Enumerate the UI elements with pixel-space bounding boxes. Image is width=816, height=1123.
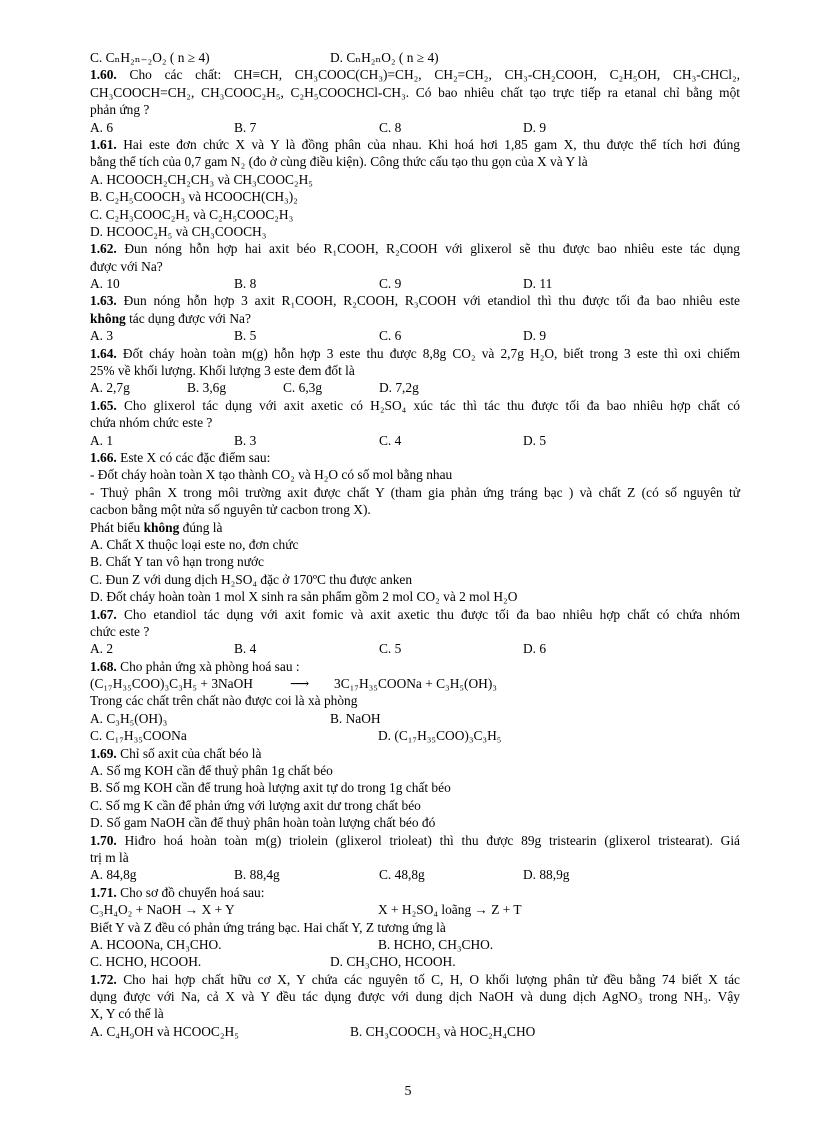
option-d: D. 88,9g xyxy=(523,867,570,883)
option-c: C. Số mg K cần để phản ứng với lượng axit dư trong chất béo xyxy=(90,797,421,813)
option-b: B. 5 xyxy=(234,328,257,344)
question-text xyxy=(90,136,740,153)
option-b: B. 88,4g xyxy=(234,867,280,883)
question-line: Hiđro hoá hoàn toàn m(g) triolein (glixerol trioleat) thì thu được 89g tristearin (glixerol tristearat). Giá xyxy=(124,832,740,848)
option-c: C. 48,8g xyxy=(379,867,425,883)
question-text xyxy=(90,884,740,901)
option-d: D. (C₁₇H₃₅COO)₃C₃H₅ xyxy=(378,728,502,744)
option-a: A. HCOONa, CH₃CHO. xyxy=(90,936,222,952)
option-d: D. 7,2g xyxy=(379,380,419,396)
question-number: 1.63. xyxy=(90,293,117,309)
option-b: B. 4 xyxy=(234,641,257,657)
question-number: 1.66. xyxy=(90,449,117,465)
option-b: B. C₂H₅COOCH₃ và HCOOCH(CH₃)₂ xyxy=(90,189,298,205)
question-line: Chỉ số axit của chất béo là xyxy=(120,745,262,761)
option-c: C. CₙH₂ₙ₋₂O₂ ( n ≥ 4) xyxy=(90,50,210,65)
options-row xyxy=(90,275,740,292)
option-c: C. 5 xyxy=(379,641,402,657)
option-b: B. 3 xyxy=(234,432,257,448)
question-line-rest: đúng là xyxy=(179,519,223,535)
question-number: 1.68. xyxy=(90,658,117,674)
option-c: C. Đun Z với dung dịch H₂SO₄ đặc ở 170ºC thu được anken xyxy=(90,571,413,587)
option-d: D. 9 xyxy=(523,119,547,135)
question-line-rest: tác dụng được với Na? xyxy=(125,310,251,326)
option-b: B. Chất Y tan vô hạn trong nước xyxy=(90,554,265,570)
question-line: dụng được với Na, cả X và Y đều tác dụng được với dung dịch NaOH và dung dịch AgNO₃ trong NH₃. Vậy xyxy=(90,989,740,1005)
reaction-arrow: ⟶ xyxy=(290,676,310,692)
question-number: 1.62. xyxy=(90,241,117,257)
question-text xyxy=(90,345,740,362)
question-line: Đun nóng hỗn hợp 3 axit R₁COOH, R₂COOH, R₃COOH với etandiol thì thu được tối đa bao nhiêu este xyxy=(123,293,740,309)
question-line: chức este ? xyxy=(90,623,150,639)
question-line: cacbon bằng một nửa số nguyên tử cacbon trong X). xyxy=(90,502,371,518)
question-number: 1.70. xyxy=(90,832,117,848)
question-line: Biết Y và Z đều có phản ứng tráng bạc. Hai chất Y, Z tương ứng là xyxy=(90,919,446,935)
question-line: Cho etandiol tác dụng với axit fomic và axit axetic thu được tối đa bao nhiêu hợp chất có chứa nhóm xyxy=(123,606,740,622)
option-a: A. 84,8g xyxy=(90,867,137,883)
option-c: C. C₁₇H₃₅COONa xyxy=(90,728,187,744)
option-a: A. 3 xyxy=(90,328,114,344)
option-b: B. HCHO, CH₃CHO. xyxy=(378,936,494,952)
question-line: Cho glixerol tác dụng với axit axetic có H₂SO₄ xúc tác thì tác thu được tối đa bao nhiêu hợp chất có xyxy=(124,397,740,413)
option-b: B. 3,6g xyxy=(187,380,227,396)
option-c: C. HCHO, HCOOH. xyxy=(90,954,202,970)
question-line xyxy=(90,519,740,536)
question-text xyxy=(90,397,740,414)
option-c: C. 4 xyxy=(379,432,402,448)
options-row xyxy=(90,432,740,449)
options-row xyxy=(90,727,740,744)
options-row xyxy=(90,866,740,883)
emphasis-text: không xyxy=(90,310,126,326)
option-b: B. 8 xyxy=(234,276,257,292)
question-line: trị m là xyxy=(90,849,129,865)
question-number: 1.67. xyxy=(90,606,117,622)
question-number: 1.64. xyxy=(90,345,117,361)
question-line: Đun nóng hỗn hợp hai axit béo R₁COOH, R₂COOH với glixerol sẽ thu được bao nhiêu este tác dụng xyxy=(124,241,740,257)
question-line: CH₃COOCH=CH₂, CH₃COOC₂H₅, C₂H₅COOCHCl-CH₃. Có bao nhiêu chất tạo trực tiếp ra etanal chỉ bằng một xyxy=(90,84,740,100)
question-text xyxy=(90,971,740,988)
question-line: Đốt cháy hoàn toàn m(g) hỗn hợp 3 este thu được 8,8g CO₂ và 2,7g H₂O, biết trong 3 este thì oxi chiếm xyxy=(122,345,740,361)
options-row xyxy=(90,710,740,727)
question-line: 25% về khối lượng. Khối lượng 3 este đem đốt là xyxy=(90,363,355,379)
document-page xyxy=(90,49,740,1040)
question-line: Cho sơ đồ chuyển hoá sau: xyxy=(120,884,265,900)
option-b: B. Số mg KOH cần để trung hoà lượng axit tự do trong 1g chất béo xyxy=(90,780,451,796)
question-text xyxy=(90,240,740,257)
option-d: D. Đốt cháy hoàn toàn 1 mol X sinh ra sản phẩm gồm 2 mol CO₂ và 2 mol H₂O xyxy=(90,589,518,605)
emphasis-text: không xyxy=(143,519,180,535)
equation-1: C₃H₄O₂ + NaOH → X + Y xyxy=(90,902,235,918)
question-line: Cho hai hợp chất hữu cơ X, Y chứa các nguyên tố C, H, O khối lượng phân tử đều bằng 74 biết X tác xyxy=(123,971,740,987)
reaction-equation xyxy=(90,675,740,692)
option-a: A. 2 xyxy=(90,641,114,657)
options-row xyxy=(90,936,740,953)
options-row xyxy=(90,379,740,396)
question-line xyxy=(90,310,740,327)
option-d: D. 5 xyxy=(523,432,547,448)
option-a: A. C₃H₅(OH)₃ xyxy=(90,710,168,726)
question-line: phản ứng ? xyxy=(90,102,150,118)
question-line: chứa nhóm chức este ? xyxy=(90,415,213,431)
question-number: 1.60. xyxy=(90,67,117,83)
option-a: A. HCOOCH₂CH₂CH₃ và CH₃COOC₂H₅ xyxy=(90,171,313,187)
option-a: A. 1 xyxy=(90,432,114,448)
option-b: B. NaOH xyxy=(330,710,381,726)
option-a: A. Số mg KOH cần để thuỷ phân 1g chất béo xyxy=(90,763,333,779)
option-a: A. C₄H₉OH và HCOOC₂H₅ xyxy=(90,1023,239,1039)
question-text xyxy=(90,832,740,849)
equation-2: X + H₂SO₄ loãng → Z + T xyxy=(378,902,522,918)
option-d: D. 6 xyxy=(523,641,547,657)
option-c: C. 8 xyxy=(379,119,402,135)
equation-left: (C₁₇H₃₅COO)₃C₃H₅ + 3NaOH xyxy=(90,676,253,692)
option-d: D. 11 xyxy=(523,276,553,292)
question-text xyxy=(90,658,740,675)
option-c: C. 9 xyxy=(379,276,402,292)
option-d: D. Số gam NaOH cần để thuỷ phân hoàn toàn lượng chất béo đó xyxy=(90,815,436,831)
option-b: B. 7 xyxy=(234,119,257,135)
options-row xyxy=(90,49,740,66)
option-c: C. 6 xyxy=(379,328,402,344)
option-c: C. 6,3g xyxy=(283,380,323,396)
option-d: D. 9 xyxy=(523,328,547,344)
question-text xyxy=(90,292,740,309)
option-a: A. Chất X thuộc loại este no, đơn chức xyxy=(90,536,299,552)
question-text xyxy=(90,745,740,762)
question-line: Trong các chất trên chất nào được coi là xà phòng xyxy=(90,693,358,709)
options-row xyxy=(90,1023,740,1040)
question-line: Cho phản ứng xà phòng hoá sau : xyxy=(120,658,300,674)
question-line: bằng thể tích của 0,7 gam N₂ (đo ở cùng điều kiện). Công thức cấu tạo thu gọn của X và Y là xyxy=(90,154,588,170)
question-text xyxy=(90,606,740,623)
question-number: 1.71. xyxy=(90,884,117,900)
options-row xyxy=(90,640,740,657)
option-c: C. C₂H₃COOC₂H₅ và C₂H₅COOC₂H₃ xyxy=(90,206,294,222)
option-a: A. 2,7g xyxy=(90,380,130,396)
options-row xyxy=(90,327,740,344)
question-text xyxy=(90,449,740,466)
page-number: 5 xyxy=(404,1084,412,1099)
option-d: D. CₙH₂ₙO₂ ( n ≥ 4) xyxy=(330,50,439,65)
question-line-start: Phát biểu xyxy=(90,519,144,535)
question-line: được với Na? xyxy=(90,258,163,274)
option-d: D. HCOOC₂H₅ và CH₃COOCH₃ xyxy=(90,223,267,239)
question-number: 1.72. xyxy=(90,971,117,987)
option-d: D. CH₃CHO, HCOOH. xyxy=(330,954,456,970)
question-line: - Thuỷ phân X trong môi trường axit được chất Y (tham gia phản ứng tráng bạc ) và chất Z (có số nguyên tử xyxy=(90,484,740,500)
option-a: A. 10 xyxy=(90,276,120,292)
question-text xyxy=(90,66,740,83)
question-line: Hai este đơn chức X và Y là đồng phân của nhau. Khi hoá hơi 1,85 gam X, thu được thể tích hơi đúng xyxy=(123,136,740,152)
options-row xyxy=(90,119,740,136)
question-number: 1.65. xyxy=(90,397,117,413)
option-a: A. 6 xyxy=(90,119,114,135)
option-b: B. CH₃COOCH₃ và HOC₂H₄CHO xyxy=(350,1023,536,1039)
equation-right: 3C₁₇H₃₅COONa + C₃H₅(OH)₃ xyxy=(334,676,497,692)
question-number: 1.69. xyxy=(90,745,117,761)
question-number: 1.61. xyxy=(90,136,117,152)
question-line: Este X có các đặc điểm sau: xyxy=(120,449,271,465)
question-line: - Đốt cháy hoàn toàn X tạo thành CO₂ và H₂O có số mol bằng nhau xyxy=(90,467,453,483)
question-line: Cho các chất: CH≡CH, CH₃COOC(CH₃)=CH₂, CH₂=CH₂, CH₃-CH₂COOH, C₂H₅OH, CH₃-CHCl₂, xyxy=(129,67,740,83)
reaction-scheme xyxy=(90,901,740,918)
options-row xyxy=(90,953,740,970)
question-line: X, Y có thể là xyxy=(90,1006,164,1022)
